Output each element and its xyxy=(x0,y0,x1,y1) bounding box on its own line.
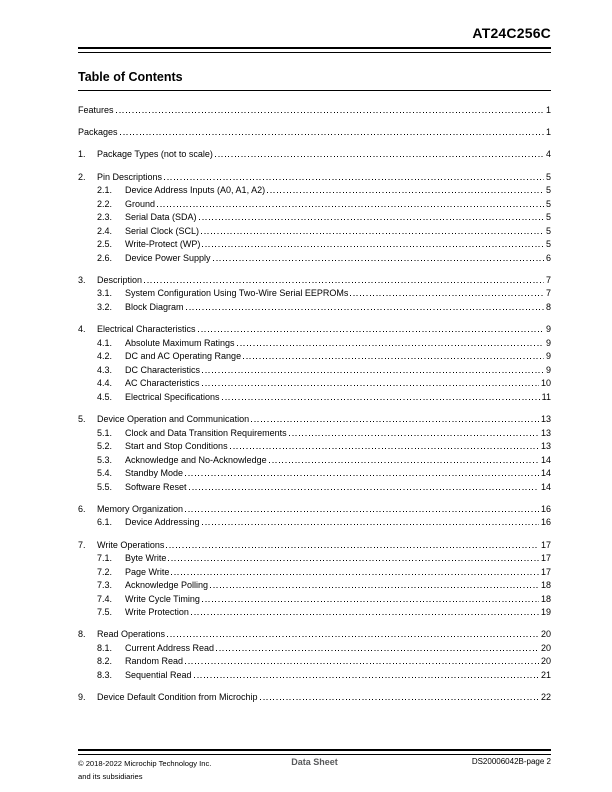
toc-entry[interactable] xyxy=(78,287,551,301)
toc-dot-leader xyxy=(202,372,544,373)
toc-entry-page: 9 xyxy=(545,337,551,348)
toc-entry-page: 14 xyxy=(540,468,551,479)
toc-entry[interactable] xyxy=(78,552,551,566)
toc-entry[interactable] xyxy=(78,579,551,593)
toc-entry-label: Device Address Inputs (A0, A1, A2) xyxy=(125,185,266,196)
toc-entry-label: Device Addressing xyxy=(125,517,200,528)
toc-entry-number: 6.1. xyxy=(97,517,113,528)
footer-copyright-line1: © 2018-2022 Microchip Technology Inc. xyxy=(78,759,212,768)
toc-entry-number: 5.3. xyxy=(97,454,113,465)
toc-entry[interactable] xyxy=(78,171,551,185)
toc-entry[interactable] xyxy=(78,184,551,198)
toc-entry-label: DC and AC Operating Range xyxy=(125,351,242,362)
toc-dot-leader xyxy=(215,156,544,157)
toc-dot-leader xyxy=(116,112,544,113)
footer-doc-type: Data Sheet xyxy=(291,757,338,767)
toc-entry-label: Description xyxy=(97,274,143,285)
toc-entry[interactable] xyxy=(78,481,551,495)
toc-entry-label: Serial Clock (SCL) xyxy=(125,225,200,236)
toc-heading: Table of Contents xyxy=(78,70,183,84)
toc-entry[interactable] xyxy=(78,503,551,517)
toc-entry-number: 9. xyxy=(78,692,86,703)
toc-entry-label: DC Characteristics xyxy=(125,364,201,375)
toc-entry-number: 4. xyxy=(78,324,86,335)
toc-entry[interactable] xyxy=(78,467,551,481)
toc-entry[interactable] xyxy=(78,323,551,337)
toc-entry-number: 4.4. xyxy=(97,378,113,389)
toc-entry-number: 7.3. xyxy=(97,580,113,591)
toc-entry-label: Pin Descriptions xyxy=(97,171,163,182)
toc-entry-label: Write Protection xyxy=(125,607,189,618)
toc-entry-label: Acknowledge and No-Acknowledge xyxy=(125,454,267,465)
toc-entry[interactable] xyxy=(78,454,551,468)
toc-entry[interactable] xyxy=(78,238,551,252)
toc-entry[interactable] xyxy=(78,413,551,427)
toc-entry-page: 8 xyxy=(545,301,551,312)
toc-dot-leader xyxy=(185,475,539,476)
toc-entry[interactable] xyxy=(78,148,551,162)
toc-entry-number: 3.1. xyxy=(97,288,113,299)
toc-entry-page: 17 xyxy=(540,553,551,564)
toc-dot-leader xyxy=(213,260,544,261)
toc-entry[interactable] xyxy=(78,198,551,212)
toc-dot-leader xyxy=(350,295,544,296)
toc-entry[interactable] xyxy=(78,516,551,530)
toc-entry-number: 2.1. xyxy=(97,185,113,196)
toc-entry[interactable] xyxy=(78,364,551,378)
toc-entry-page: 9 xyxy=(545,364,551,375)
toc-entry-number: 5. xyxy=(78,414,86,425)
toc-heading-rule xyxy=(78,90,551,91)
toc-entry[interactable] xyxy=(78,440,551,454)
toc-entry-label: Sequential Read xyxy=(125,669,192,680)
toc-dot-leader xyxy=(157,206,544,207)
toc-entry-label: Write Cycle Timing xyxy=(125,593,200,604)
toc-entry[interactable] xyxy=(78,427,551,441)
toc-entry-label: Start and Stop Conditions xyxy=(125,441,228,452)
toc-entry-label: Memory Organization xyxy=(97,503,184,514)
toc-entry-page: 9 xyxy=(545,351,551,362)
toc-dot-leader xyxy=(210,587,539,588)
toc-dot-leader xyxy=(222,399,540,400)
toc-entry-number: 5.4. xyxy=(97,468,113,479)
toc-entry-label: Byte Write xyxy=(125,553,167,564)
toc-entry-page: 6 xyxy=(545,252,551,263)
toc-entry-page: 7 xyxy=(545,274,551,285)
toc-entry-page: 22 xyxy=(540,692,551,703)
toc-entry-page: 20 xyxy=(540,642,551,653)
toc-entry-page: 7 xyxy=(545,288,551,299)
toc-entry-page: 5 xyxy=(545,212,551,223)
toc-dot-leader xyxy=(120,134,544,135)
toc-entry-label: Absolute Maximum Ratings xyxy=(125,337,235,348)
toc-entry-page: 19 xyxy=(540,607,551,618)
toc-entry[interactable] xyxy=(78,539,551,553)
footer-rule xyxy=(78,749,551,755)
toc-dot-leader xyxy=(171,574,539,575)
toc-dot-leader xyxy=(230,448,539,449)
toc-entry-label: Electrical Specifications xyxy=(125,391,220,402)
toc-entry-number: 2.6. xyxy=(97,252,113,263)
toc-entry-page: 11 xyxy=(541,391,551,402)
toc-entry-page: 21 xyxy=(540,669,551,680)
toc-entry-page: 14 xyxy=(540,454,551,465)
toc-entry-label: Electrical Characteristics xyxy=(97,324,196,335)
toc-entry[interactable] xyxy=(78,225,551,239)
toc-entry-label: Software Reset xyxy=(125,481,187,492)
toc-entry-label: Current Address Read xyxy=(125,642,215,653)
toc-entry-page: 9 xyxy=(545,324,551,335)
toc-entry[interactable] xyxy=(78,628,551,642)
toc-entry-label: Device Default Condition from Microchip xyxy=(97,692,258,703)
toc-entry-number: 8.2. xyxy=(97,656,113,667)
toc-entry-label: Block Diagram xyxy=(125,301,184,312)
toc-entry-page: 5 xyxy=(545,185,551,196)
toc-entry-page: 20 xyxy=(540,629,551,640)
toc-entry-label: Device Power Supply xyxy=(125,252,211,263)
toc-entry-number: 8. xyxy=(78,629,86,640)
toc-dot-leader xyxy=(199,219,544,220)
toc-entry-label: Package Types (not to scale) xyxy=(97,149,213,160)
toc-entry-number: 2.5. xyxy=(97,239,113,250)
toc-entry-page: 4 xyxy=(545,149,551,160)
toc-entry-page: 5 xyxy=(545,198,551,209)
toc-dot-leader xyxy=(144,282,544,283)
toc-entry-number: 3. xyxy=(78,274,86,285)
toc-entry-page: 5 xyxy=(545,171,551,182)
toc-dot-leader xyxy=(202,385,539,386)
toc-entry-number: 5.2. xyxy=(97,441,113,452)
toc-entry-number: 4.5. xyxy=(97,391,113,402)
toc-entry-page: 18 xyxy=(540,593,551,604)
toc-entry-number: 5.1. xyxy=(97,427,113,438)
toc-entry-label: Read Operations xyxy=(97,629,166,640)
toc-entry-label: Features xyxy=(78,104,114,115)
toc-dot-leader xyxy=(243,358,544,359)
toc-list xyxy=(78,95,551,705)
toc-entry[interactable] xyxy=(78,655,551,669)
toc-entry[interactable] xyxy=(78,104,551,118)
toc-dot-leader xyxy=(201,233,544,234)
toc-entry-label: Write Operations xyxy=(97,539,165,550)
header-rule xyxy=(78,47,551,53)
toc-dot-leader xyxy=(267,192,544,193)
toc-entry-page: 16 xyxy=(540,503,551,514)
toc-entry-page: 13 xyxy=(540,427,551,438)
footer-doc-number: DS20006042B-page 2 xyxy=(471,757,551,766)
toc-entry[interactable] xyxy=(78,337,551,351)
toc-entry-page: 17 xyxy=(540,566,551,577)
toc-entry[interactable] xyxy=(78,593,551,607)
toc-entry[interactable] xyxy=(78,211,551,225)
toc-entry-label: Device Operation and Communication xyxy=(97,414,250,425)
toc-entry[interactable] xyxy=(78,391,551,405)
toc-entry[interactable] xyxy=(78,691,551,705)
toc-entry-label: Page Write xyxy=(125,566,170,577)
toc-entry-page: 5 xyxy=(545,239,551,250)
toc-entry-page: 1 xyxy=(545,127,551,138)
toc-entry-label: Clock and Data Transition Requirements xyxy=(125,427,287,438)
toc-dot-leader xyxy=(202,524,539,525)
toc-entry-number: 5.5. xyxy=(97,481,113,492)
toc-dot-leader xyxy=(168,560,539,561)
toc-dot-leader xyxy=(198,331,544,332)
footer-copyright-line2: and its subsidiaries xyxy=(78,772,143,781)
toc-entry-number: 7.1. xyxy=(97,553,113,564)
toc-dot-leader xyxy=(216,650,539,651)
toc-entry-page: 16 xyxy=(540,517,551,528)
toc-entry-number: 2.3. xyxy=(97,212,113,223)
toc-entry-number: 8.1. xyxy=(97,642,113,653)
toc-dot-leader xyxy=(260,699,539,700)
page-title: AT24C256C xyxy=(472,25,551,41)
toc-entry-number: 6. xyxy=(78,503,86,514)
toc-entry[interactable] xyxy=(78,126,551,140)
toc-entry-number: 4.2. xyxy=(97,351,113,362)
toc-entry-page: 13 xyxy=(540,441,551,452)
toc-entry-label: Serial Data (SDA) xyxy=(125,212,197,223)
toc-entry-page: 18 xyxy=(540,580,551,591)
toc-dot-leader xyxy=(251,421,539,422)
toc-entry-label: Packages xyxy=(78,127,118,138)
toc-entry-number: 4.1. xyxy=(97,337,113,348)
toc-dot-leader xyxy=(189,489,539,490)
toc-dot-leader xyxy=(194,677,539,678)
toc-dot-leader xyxy=(202,246,544,247)
toc-entry-number: 4.3. xyxy=(97,364,113,375)
toc-entry-page: 5 xyxy=(545,225,551,236)
toc-dot-leader xyxy=(269,462,539,463)
toc-entry-page: 1 xyxy=(545,104,551,115)
toc-entry[interactable] xyxy=(78,566,551,580)
toc-entry-number: 3.2. xyxy=(97,301,113,312)
toc-entry-label: Random Read xyxy=(125,656,184,667)
toc-entry-number: 2. xyxy=(78,171,86,182)
toc-dot-leader xyxy=(185,663,539,664)
toc-entry[interactable] xyxy=(78,350,551,364)
toc-entry-page: 17 xyxy=(540,539,551,550)
toc-entry-label: Standby Mode xyxy=(125,468,184,479)
toc-entry-label: Write-Protect (WP) xyxy=(125,239,201,250)
toc-dot-leader xyxy=(167,636,539,637)
toc-entry-number: 8.3. xyxy=(97,669,113,680)
toc-entry[interactable] xyxy=(78,252,551,266)
toc-entry[interactable] xyxy=(78,642,551,656)
toc-entry-label: Ground xyxy=(125,198,156,209)
toc-dot-leader xyxy=(185,511,539,512)
toc-entry-page: 14 xyxy=(540,481,551,492)
toc-dot-leader xyxy=(289,435,539,436)
toc-dot-leader xyxy=(164,179,544,180)
toc-entry-number: 2.2. xyxy=(97,198,113,209)
toc-entry-label: AC Characteristics xyxy=(125,378,200,389)
toc-entry-label: Acknowledge Polling xyxy=(125,580,209,591)
toc-entry[interactable] xyxy=(78,274,551,288)
toc-entry-number: 7.2. xyxy=(97,566,113,577)
toc-dot-leader xyxy=(186,309,544,310)
toc-dot-leader xyxy=(202,601,539,602)
toc-entry-number: 1. xyxy=(78,149,86,160)
toc-entry-label: System Configuration Using Two-Wire Serial EEPROMs xyxy=(125,288,349,299)
toc-entry-number: 7. xyxy=(78,539,86,550)
toc-entry-page: 20 xyxy=(540,656,551,667)
toc-entry-number: 7.5. xyxy=(97,607,113,618)
toc-entry-number: 7.4. xyxy=(97,593,113,604)
toc-entry[interactable] xyxy=(78,377,551,391)
toc-entry-page: 10 xyxy=(540,378,551,389)
toc-entry[interactable] xyxy=(78,606,551,620)
toc-dot-leader xyxy=(191,614,539,615)
toc-dot-leader xyxy=(166,547,539,548)
toc-dot-leader xyxy=(237,345,544,346)
toc-entry[interactable] xyxy=(78,301,551,315)
toc-entry[interactable] xyxy=(78,669,551,683)
toc-entry-number: 2.4. xyxy=(97,225,113,236)
toc-entry-page: 13 xyxy=(540,414,551,425)
